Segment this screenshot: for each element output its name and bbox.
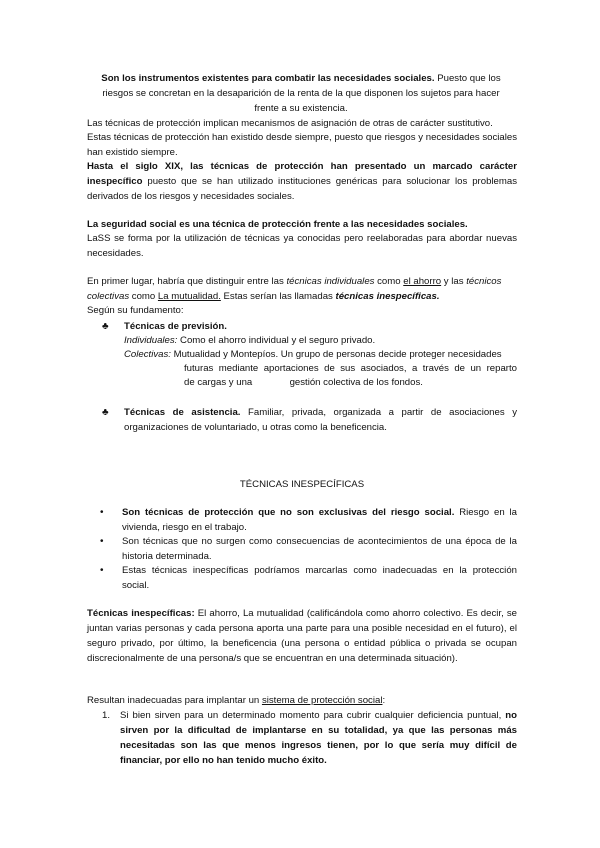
intro-paragraph	[92, 71, 510, 116]
text: Estas técnicas de protección han existido desde siempre, puesto que riesgos y necesidades sociales han existido siempre.	[87, 132, 517, 158]
text-italic: técnicas individuales	[286, 276, 375, 287]
prevision-item	[102, 319, 517, 334]
text: Mutualidad y Montepíos. Un grupo de personas decide proteger necesidades	[170, 349, 502, 360]
text: Estas serían las llamadas	[220, 291, 336, 302]
segun-fundamento	[87, 303, 517, 318]
asistencia-item	[102, 405, 517, 435]
club-bullet-icon: ♣	[102, 407, 109, 418]
bullet-dot-icon: •	[100, 536, 104, 547]
prevision-title: Técnicas de previsión.	[124, 321, 227, 332]
prevision-colectivas-cont1	[184, 361, 517, 376]
text: Las técnicas de protección implican mecanismos de asignación de otras de carácter sustitutivo.	[87, 118, 493, 129]
bullet-item	[100, 563, 517, 593]
intro-bold: Son los instrumentos existentes para combatir las necesidades sociales.	[101, 73, 435, 84]
text: Según su fundamento:	[87, 305, 184, 316]
text-underlined: sistema de protección social	[261, 695, 383, 706]
text: Familiar, privada, organizada a partir de asociaciones y organizaciones de voluntariado, u otras como la beneficencia.	[124, 407, 517, 433]
text-bold: Técnicas inespecíficas:	[87, 608, 195, 619]
text-italic: Colectivas:	[124, 349, 171, 360]
paragraph-siglo-xix	[87, 159, 517, 204]
text-bold: no sirven por la dificultad de implantarse en su totalidad, ya que las personas más necesitadas son las que menos ingresos tienen, por lo que sería muy difícil de financiar, por ello no han tenido mucho éxito.	[120, 710, 517, 766]
text: Estas técnicas inespecíficas podríamos marcarlas como inadecuadas en la protección social.	[122, 565, 517, 591]
text-underlined: el ahorro	[403, 276, 442, 287]
club-bullet-icon: ♣	[102, 321, 109, 332]
paragraph-desde-siempre	[87, 130, 517, 160]
text: como	[374, 276, 404, 287]
text: como	[129, 291, 158, 302]
resultan-paragraph	[87, 693, 517, 708]
text: LaSS se forma por la utilización de técnicas ya conocidas pero reelaboradas para abordar nuevas necesidades.	[87, 233, 517, 259]
text: de cargas y una gestión colectiva de los fondos.	[184, 377, 423, 388]
text: :	[382, 695, 386, 706]
section-heading	[87, 477, 517, 492]
primer-lugar-paragraph	[87, 274, 517, 304]
ss-title-text: La seguridad social es una técnica de protección frente a las necesidades sociales.	[87, 219, 468, 230]
text: Riesgo en la vivienda, riesgo en el trabajo.	[122, 507, 517, 533]
ss-title	[87, 217, 517, 232]
text-bold: Hasta el siglo XIX, las técnicas de protección han presentado un marcado carácter inespecífico	[87, 161, 517, 187]
text-underlined: La mutualidad.	[157, 291, 221, 302]
bullet-dot-icon: •	[100, 507, 104, 518]
heading-text: TÉCNICAS INESPECÍFICAS	[239, 479, 365, 490]
list-number: 1.	[102, 710, 111, 721]
prevision-colectivas	[124, 347, 517, 362]
bullet-item	[100, 534, 517, 564]
prevision-colectivas-cont2	[184, 375, 517, 390]
paragraph-mecanismos	[87, 116, 517, 131]
text: En primer lugar, habría que distinguir entre las	[87, 276, 287, 287]
text-bold: Son técnicas de protección que no son exclusivas del riesgo social.	[122, 507, 455, 518]
intro-rest: Puesto que los riesgos se concretan en la desaparición de la renta de la que disponen los sujetos para hacer frente a su existencia.	[102, 73, 501, 114]
text: El ahorro, La mutualidad (calificándola como ahorro colectivo. Es decir, se juntan varias personas y cada persona aporta una parte para una posible necesidad en el futuro), el seguro privado, por último, la beneficencia (una persona o entidad pública o privada se ocupan discrecionalmente de una persona/s que se encuentran en una determinada situación).	[87, 608, 517, 664]
prevision-individuales	[124, 333, 517, 348]
text-italic: Individuales:	[124, 335, 178, 346]
text: Son técnicas que no surgen como consecuencias de acontecimientos de una época de la historia determinada.	[122, 536, 517, 562]
asistencia-title: Técnicas de asistencia.	[124, 407, 241, 418]
numbered-item	[102, 708, 517, 768]
text: Resultan inadecuadas para implantar un	[87, 695, 262, 706]
text: Como el ahorro individual y el seguro privado.	[177, 335, 376, 346]
text-bold-italic: técnicas inespecíficas.	[335, 291, 440, 302]
text: puesto que se han utilizado instituciones genéricas para solucionar los problemas derivados de los riesgos y necesidades sociales.	[87, 176, 517, 202]
bullet-dot-icon: •	[100, 565, 104, 576]
text: futuras mediante aportaciones de sus asociados, a través de un reparto	[184, 363, 517, 374]
inespecificas-paragraph	[87, 606, 517, 666]
bullet-item	[100, 505, 517, 535]
text-italic: técnicos colectivas	[87, 276, 502, 302]
text: Si bien sirven para un determinado momento para cubrir cualquier deficiencia puntual,	[120, 710, 506, 721]
text: y las	[441, 276, 467, 287]
ss-paragraph	[87, 231, 517, 261]
